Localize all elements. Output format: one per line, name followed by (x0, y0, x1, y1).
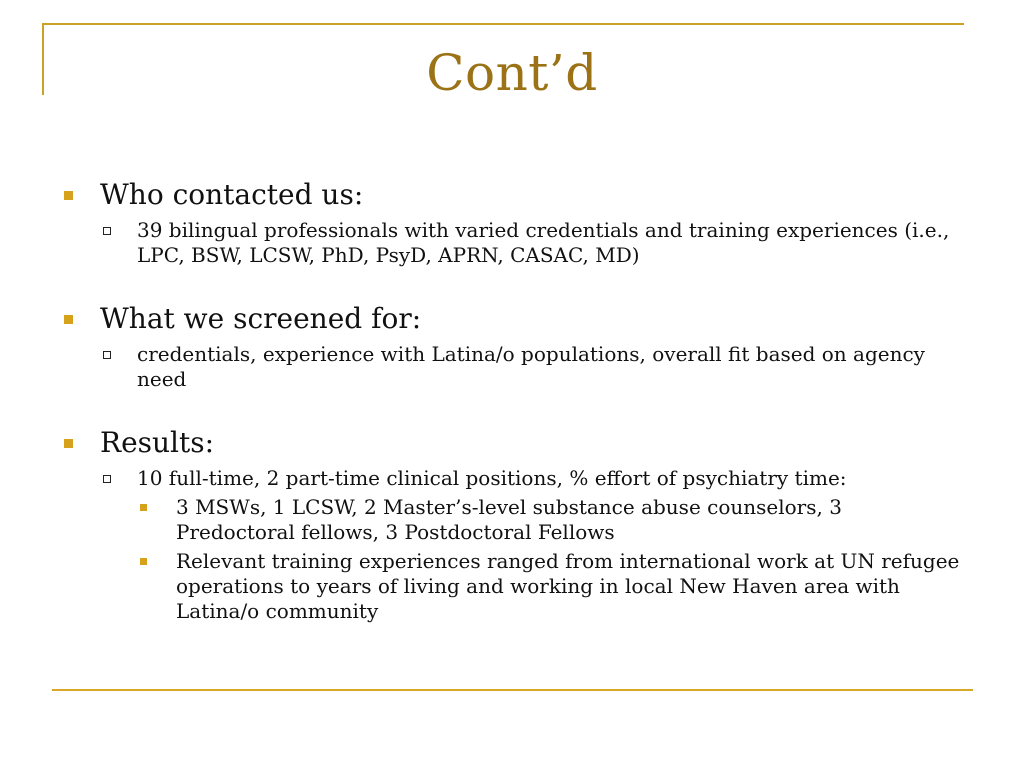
square-bullet-icon (64, 315, 73, 324)
sub-list-item (60, 495, 960, 545)
list-item (60, 218, 960, 268)
list-item (60, 466, 960, 491)
list-item-text: 10 full-time, 2 part-time clinical positions, % effort of psychiatry time: (137, 466, 847, 490)
section-heading-what-we-screened (60, 302, 960, 336)
section-heading-text: Who contacted us: (100, 178, 364, 211)
square-bullet-icon (140, 504, 147, 511)
sub-list-item-text: Relevant training experiences ranged from international work at UN refugee operations to years of living and working in local New Haven area with Latina/o community (176, 549, 960, 623)
sub-list-item (60, 549, 960, 624)
list-item-text: 39 bilingual professionals with varied credentials and training experiences (i.e., LPC, BSW, LCSW, PhD, PsyD, APRN, CASAC, MD) (137, 218, 950, 267)
square-bullet-icon (64, 191, 73, 200)
slide-title: Cont’d (426, 44, 598, 102)
hollow-square-bullet-icon (103, 475, 111, 483)
list-item-text: credentials, experience with Latina/o populations, overall fit based on agency need (137, 342, 925, 391)
section-heading-who-contacted (60, 178, 960, 212)
square-bullet-icon (64, 439, 73, 448)
section-heading-text: Results: (100, 426, 215, 459)
slide-content (60, 178, 960, 624)
frame-bottom-line (52, 689, 973, 691)
section-heading-text: What we screened for: (100, 302, 422, 335)
sub-list-item-text: 3 MSWs, 1 LCSW, 2 Master’s-level substance abuse counselors, 3 Predoctoral fellows, 3 Postdoctoral Fellows (176, 495, 842, 544)
frame-top-line (42, 23, 964, 25)
hollow-square-bullet-icon (103, 227, 111, 235)
hollow-square-bullet-icon (103, 351, 111, 359)
list-item (60, 342, 960, 392)
section-heading-results (60, 426, 960, 460)
square-bullet-icon (140, 558, 147, 565)
